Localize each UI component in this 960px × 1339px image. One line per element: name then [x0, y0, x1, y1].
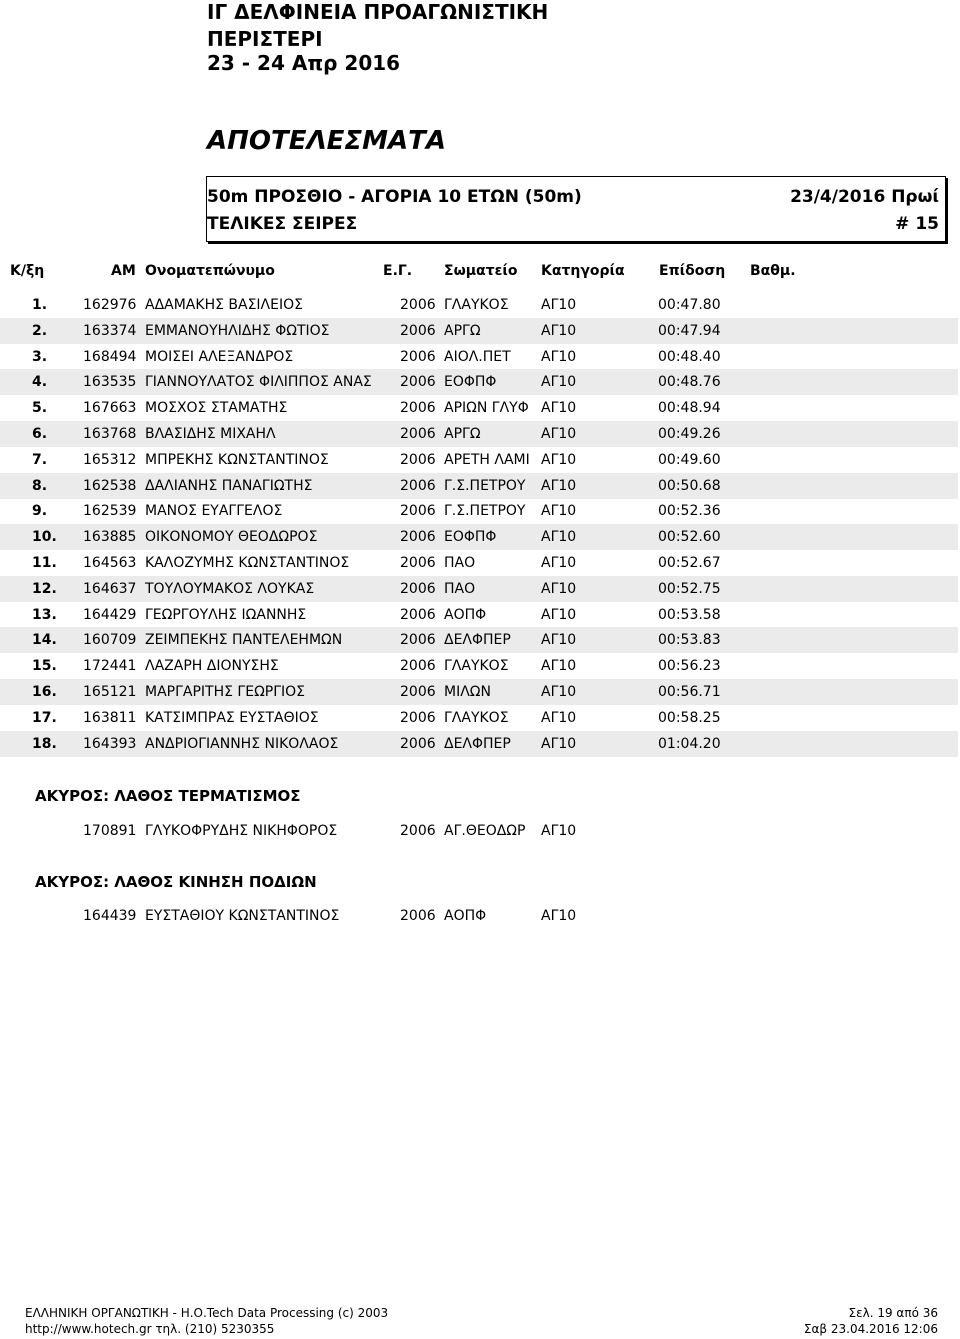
event-name: 50m ΠΡΟΣΘΙΟ - ΑΓΟΡΙΑ 10 ΕΤΩΝ (50m)	[207, 187, 582, 207]
dq-am: 164439	[83, 908, 137, 924]
result-year: 2006	[400, 709, 436, 726]
result-rank: 13.	[32, 606, 57, 623]
result-name: ΜΑΡΓΑΡΙΤΗΣ ΓΕΩΡΓΙΟΣ	[145, 684, 306, 700]
col-time: Επίδοση	[659, 263, 726, 279]
result-row	[0, 731, 958, 757]
results-title: ΑΠΟΤΕΛΕΣΜΑΤΑ	[207, 126, 446, 156]
result-club: ΑΙΟΛ.ΠΕΤ	[444, 348, 511, 365]
result-am: 164563	[83, 555, 137, 571]
result-row	[0, 498, 958, 524]
event-date: 23/4/2016 Πρωί	[790, 187, 939, 207]
result-name: ΚΑΤΣΙΜΠΡΑΣ ΕΥΣΤΑΘΙΟΣ	[145, 709, 319, 726]
dq-year: 2006	[400, 908, 436, 924]
result-name: ΑΝΔΡΙΟΓΙΑΝΝΗΣ ΝΙΚΟΛΑΟΣ	[145, 735, 339, 752]
result-year: 2006	[400, 477, 436, 494]
col-rank: Κ/ξη	[10, 263, 45, 279]
result-category: ΑΓ10	[541, 322, 577, 339]
result-time: 00:48.40	[658, 348, 721, 365]
result-category: ΑΓ10	[541, 580, 577, 597]
result-year: 2006	[400, 374, 436, 391]
result-name: ΚΑΛΟΖΥΜΗΣ ΚΩΝΣΤΑΝΤΙΝΟΣ	[145, 555, 350, 571]
result-time: 00:56.71	[658, 684, 721, 700]
result-row	[0, 318, 958, 344]
event-phase: ΤΕΛΙΚΕΣ ΣΕΙΡΕΣ	[207, 214, 358, 234]
result-row	[0, 421, 958, 447]
result-name: ΜΟΣΧΟΣ ΣΤΑΜΑΤΗΣ	[145, 400, 288, 417]
col-name: Ονοματεπώνυμο	[145, 263, 275, 279]
result-rank: 15.	[32, 658, 57, 675]
result-year: 2006	[400, 348, 436, 365]
result-name: ΒΛΑΣΙΔΗΣ ΜΙΧΑΗΛ	[145, 426, 276, 442]
result-rank: 6.	[32, 426, 48, 442]
result-category: ΑΓ10	[541, 451, 577, 468]
result-row	[0, 292, 958, 318]
result-row	[0, 447, 958, 473]
result-am: 162538	[83, 477, 137, 494]
col-am: ΑΜ	[111, 263, 136, 279]
dq-am: 170891	[83, 823, 137, 839]
result-club: Γ.Σ.ΠΕΤΡΟΥ	[444, 503, 526, 520]
dq-name: ΓΛΥΚΟΦΡΥΔΗΣ ΝΙΚΗΦΟΡΟΣ	[145, 823, 338, 839]
result-name: ΟΙΚΟΝΟΜΟΥ ΘΕΟΔΩΡΟΣ	[145, 529, 318, 546]
result-am: 165121	[83, 684, 137, 700]
result-year: 2006	[400, 451, 436, 468]
dq-category: ΑΓ10	[541, 908, 577, 924]
result-row	[0, 473, 958, 499]
col-points: Βαθμ.	[750, 263, 796, 279]
result-row	[0, 576, 958, 602]
result-club: ΑΡΓΩ	[444, 426, 481, 442]
result-am: 163374	[83, 322, 137, 339]
result-club: ΔΕΛΦΠΕΡ	[444, 632, 511, 649]
meet-dates: 23 - 24 Απρ 2016	[207, 51, 401, 75]
result-rank: 3.	[32, 348, 48, 365]
result-club: ΑΡΙΩΝ ΓΛΥΦ	[444, 400, 529, 417]
result-category: ΑΓ10	[541, 555, 577, 571]
result-time: 00:58.25	[658, 709, 721, 726]
col-club: Σωματείο	[444, 263, 518, 279]
result-row	[0, 705, 958, 731]
footer-org: ΕΛΛΗΝΙΚΗ ΟΡΓΑΝΩΤΙΚΗ - Η.Ο.Tech Data Processing (c) 2003	[25, 1306, 389, 1320]
result-club: ΑΡΕΤΗ ΛΑΜΙ	[444, 451, 530, 468]
result-rank: 14.	[32, 632, 57, 649]
result-name: ΖΕΙΜΠΕΚΗΣ ΠΑΝΤΕΛΕΗΜΩΝ	[145, 632, 343, 649]
result-time: 00:52.60	[658, 529, 721, 546]
result-row	[0, 344, 958, 370]
result-am: 172441	[83, 658, 137, 675]
result-am: 163535	[83, 374, 137, 391]
result-am: 165312	[83, 451, 137, 468]
result-club: ΠΑΟ	[444, 555, 476, 571]
result-name: ΓΕΩΡΓΟΥΛΗΣ ΙΩΑΝΝΗΣ	[145, 606, 307, 623]
event-number: # 15	[895, 214, 939, 234]
result-rank: 2.	[32, 322, 48, 339]
result-am: 162976	[83, 297, 137, 313]
result-am: 160709	[83, 632, 137, 649]
result-club: ΑΡΓΩ	[444, 322, 481, 339]
result-category: ΑΓ10	[541, 735, 577, 752]
result-time: 01:04.20	[658, 735, 721, 752]
dq-club: ΑΟΠΦ	[444, 908, 487, 924]
event-box	[206, 176, 946, 242]
col-year: Ε.Γ.	[383, 263, 413, 279]
dq-section-title: ΑΚΥΡΟΣ: ΛΑΘΟΣ ΤΕΡΜΑΤΙΣΜΟΣ	[35, 787, 301, 805]
result-year: 2006	[400, 684, 436, 700]
result-rank: 4.	[32, 374, 48, 391]
result-year: 2006	[400, 606, 436, 623]
result-category: ΑΓ10	[541, 503, 577, 520]
result-year: 2006	[400, 555, 436, 571]
result-time: 00:53.58	[658, 606, 721, 623]
result-category: ΑΓ10	[541, 297, 577, 313]
result-am: 162539	[83, 503, 137, 520]
result-am: 164637	[83, 580, 137, 597]
result-rank: 12.	[32, 580, 57, 597]
dq-year: 2006	[400, 823, 436, 839]
meet-title: ΙΓ ΔΕΛΦΙΝΕΙΑ ΠΡΟΑΓΩΝΙΣΤΙΚΗ	[207, 0, 549, 24]
result-am: 167663	[83, 400, 137, 417]
result-category: ΑΓ10	[541, 400, 577, 417]
result-row	[0, 395, 958, 421]
result-category: ΑΓ10	[541, 606, 577, 623]
result-row	[0, 627, 958, 653]
result-time: 00:47.80	[658, 297, 721, 313]
result-row	[0, 369, 958, 395]
result-rank: 18.	[32, 735, 57, 752]
result-am: 163811	[83, 709, 137, 726]
result-club: ΓΛΑΥΚΟΣ	[444, 658, 509, 675]
result-category: ΑΓ10	[541, 477, 577, 494]
result-category: ΑΓ10	[541, 684, 577, 700]
col-category: Κατηγορία	[541, 263, 625, 279]
result-category: ΑΓ10	[541, 348, 577, 365]
result-year: 2006	[400, 503, 436, 520]
result-time: 00:47.94	[658, 322, 721, 339]
result-name: ΔΑΛΙΑΝΗΣ ΠΑΝΑΓΙΩΤΗΣ	[145, 477, 313, 494]
result-category: ΑΓ10	[541, 529, 577, 546]
result-year: 2006	[400, 735, 436, 752]
result-category: ΑΓ10	[541, 426, 577, 442]
result-club: ΓΛΑΥΚΟΣ	[444, 709, 509, 726]
result-year: 2006	[400, 426, 436, 442]
result-time: 00:48.76	[658, 374, 721, 391]
result-name: ΜΟΙΣΕΙ ΑΛΕΞΑΝΔΡΟΣ	[145, 348, 294, 365]
result-rank: 17.	[32, 709, 57, 726]
result-club: ΕΟΦΠΦ	[444, 374, 497, 391]
result-time: 00:50.68	[658, 477, 721, 494]
result-year: 2006	[400, 580, 436, 597]
result-name: ΑΔΑΜΑΚΗΣ ΒΑΣΙΛΕΙΟΣ	[145, 297, 303, 313]
result-year: 2006	[400, 632, 436, 649]
result-name: ΜΠΡΕΚΗΣ ΚΩΝΣΤΑΝΤΙΝΟΣ	[145, 451, 329, 468]
result-rank: 11.	[32, 555, 57, 571]
result-category: ΑΓ10	[541, 658, 577, 675]
footer-page: Σελ. 19 από 36	[848, 1306, 938, 1320]
result-name: ΜΑΝΟΣ ΕΥΑΓΓΕΛΟΣ	[145, 503, 283, 520]
result-name: ΕΜΜΑΝΟΥΗΛΙΔΗΣ ΦΩΤΙΟΣ	[145, 322, 330, 339]
footer-printed: Σαβ 23.04.2016 12:06	[803, 1322, 938, 1336]
result-club: ΓΛΑΥΚΟΣ	[444, 297, 509, 313]
result-time: 00:52.67	[658, 555, 721, 571]
result-name: ΤΟΥΛΟΥΜΑΚΟΣ ΛΟΥΚΑΣ	[145, 580, 315, 597]
result-rank: 8.	[32, 477, 48, 494]
result-category: ΑΓ10	[541, 374, 577, 391]
result-time: 00:48.94	[658, 400, 721, 417]
result-row	[0, 653, 958, 679]
result-name: ΓΙΑΝΝΟΥΛΑΤΟΣ ΦΙΛΙΠΠΟΣ ΑΝΑΣ	[145, 374, 372, 391]
result-time: 00:49.60	[658, 451, 721, 468]
result-time: 00:53.83	[658, 632, 721, 649]
result-am: 164393	[83, 735, 137, 752]
result-club: ΑΟΠΦ	[444, 606, 487, 623]
result-club: ΔΕΛΦΠΕΡ	[444, 735, 511, 752]
result-category: ΑΓ10	[541, 632, 577, 649]
result-year: 2006	[400, 529, 436, 546]
result-club: Γ.Σ.ΠΕΤΡΟΥ	[444, 477, 526, 494]
footer-contact: http://www.hotech.gr τηλ. (210) 5230355	[25, 1322, 275, 1336]
result-am: 168494	[83, 348, 137, 365]
result-rank: 9.	[32, 503, 48, 520]
result-time: 00:56.23	[658, 658, 721, 675]
result-time: 00:52.75	[658, 580, 721, 597]
result-time: 00:52.36	[658, 503, 721, 520]
result-rank: 7.	[32, 451, 48, 468]
dq-category: ΑΓ10	[541, 823, 577, 839]
dq-name: ΕΥΣΤΑΘΙΟΥ ΚΩΝΣΤΑΝΤΙΝΟΣ	[145, 908, 340, 924]
result-year: 2006	[400, 297, 436, 313]
result-am: 163768	[83, 426, 137, 442]
result-am: 163885	[83, 529, 137, 546]
result-row	[0, 679, 958, 705]
result-row	[0, 550, 958, 576]
result-row	[0, 602, 958, 628]
result-rank: 10.	[32, 529, 57, 546]
dq-club: ΑΓ.ΘΕΟΔΩΡ	[444, 823, 526, 839]
dq-section-title: ΑΚΥΡΟΣ: ΛΑΘΟΣ ΚΙΝΗΣΗ ΠΟΔΙΩΝ	[35, 873, 317, 891]
result-row	[0, 524, 958, 550]
result-category: ΑΓ10	[541, 709, 577, 726]
result-year: 2006	[400, 322, 436, 339]
result-rank: 5.	[32, 400, 48, 417]
result-name: ΛΑΖΑΡΗ ΔΙΟΝΥΣΗΣ	[145, 658, 279, 675]
meet-venue: ΠΕΡΙΣΤΕΡΙ	[207, 27, 323, 51]
result-time: 00:49.26	[658, 426, 721, 442]
result-am: 164429	[83, 606, 137, 623]
result-club: ΜΙΛΩΝ	[444, 684, 491, 700]
result-club: ΕΟΦΠΦ	[444, 529, 497, 546]
result-year: 2006	[400, 400, 436, 417]
result-rank: 1.	[32, 297, 48, 313]
result-year: 2006	[400, 658, 436, 675]
result-rank: 16.	[32, 684, 57, 700]
result-club: ΠΑΟ	[444, 580, 476, 597]
